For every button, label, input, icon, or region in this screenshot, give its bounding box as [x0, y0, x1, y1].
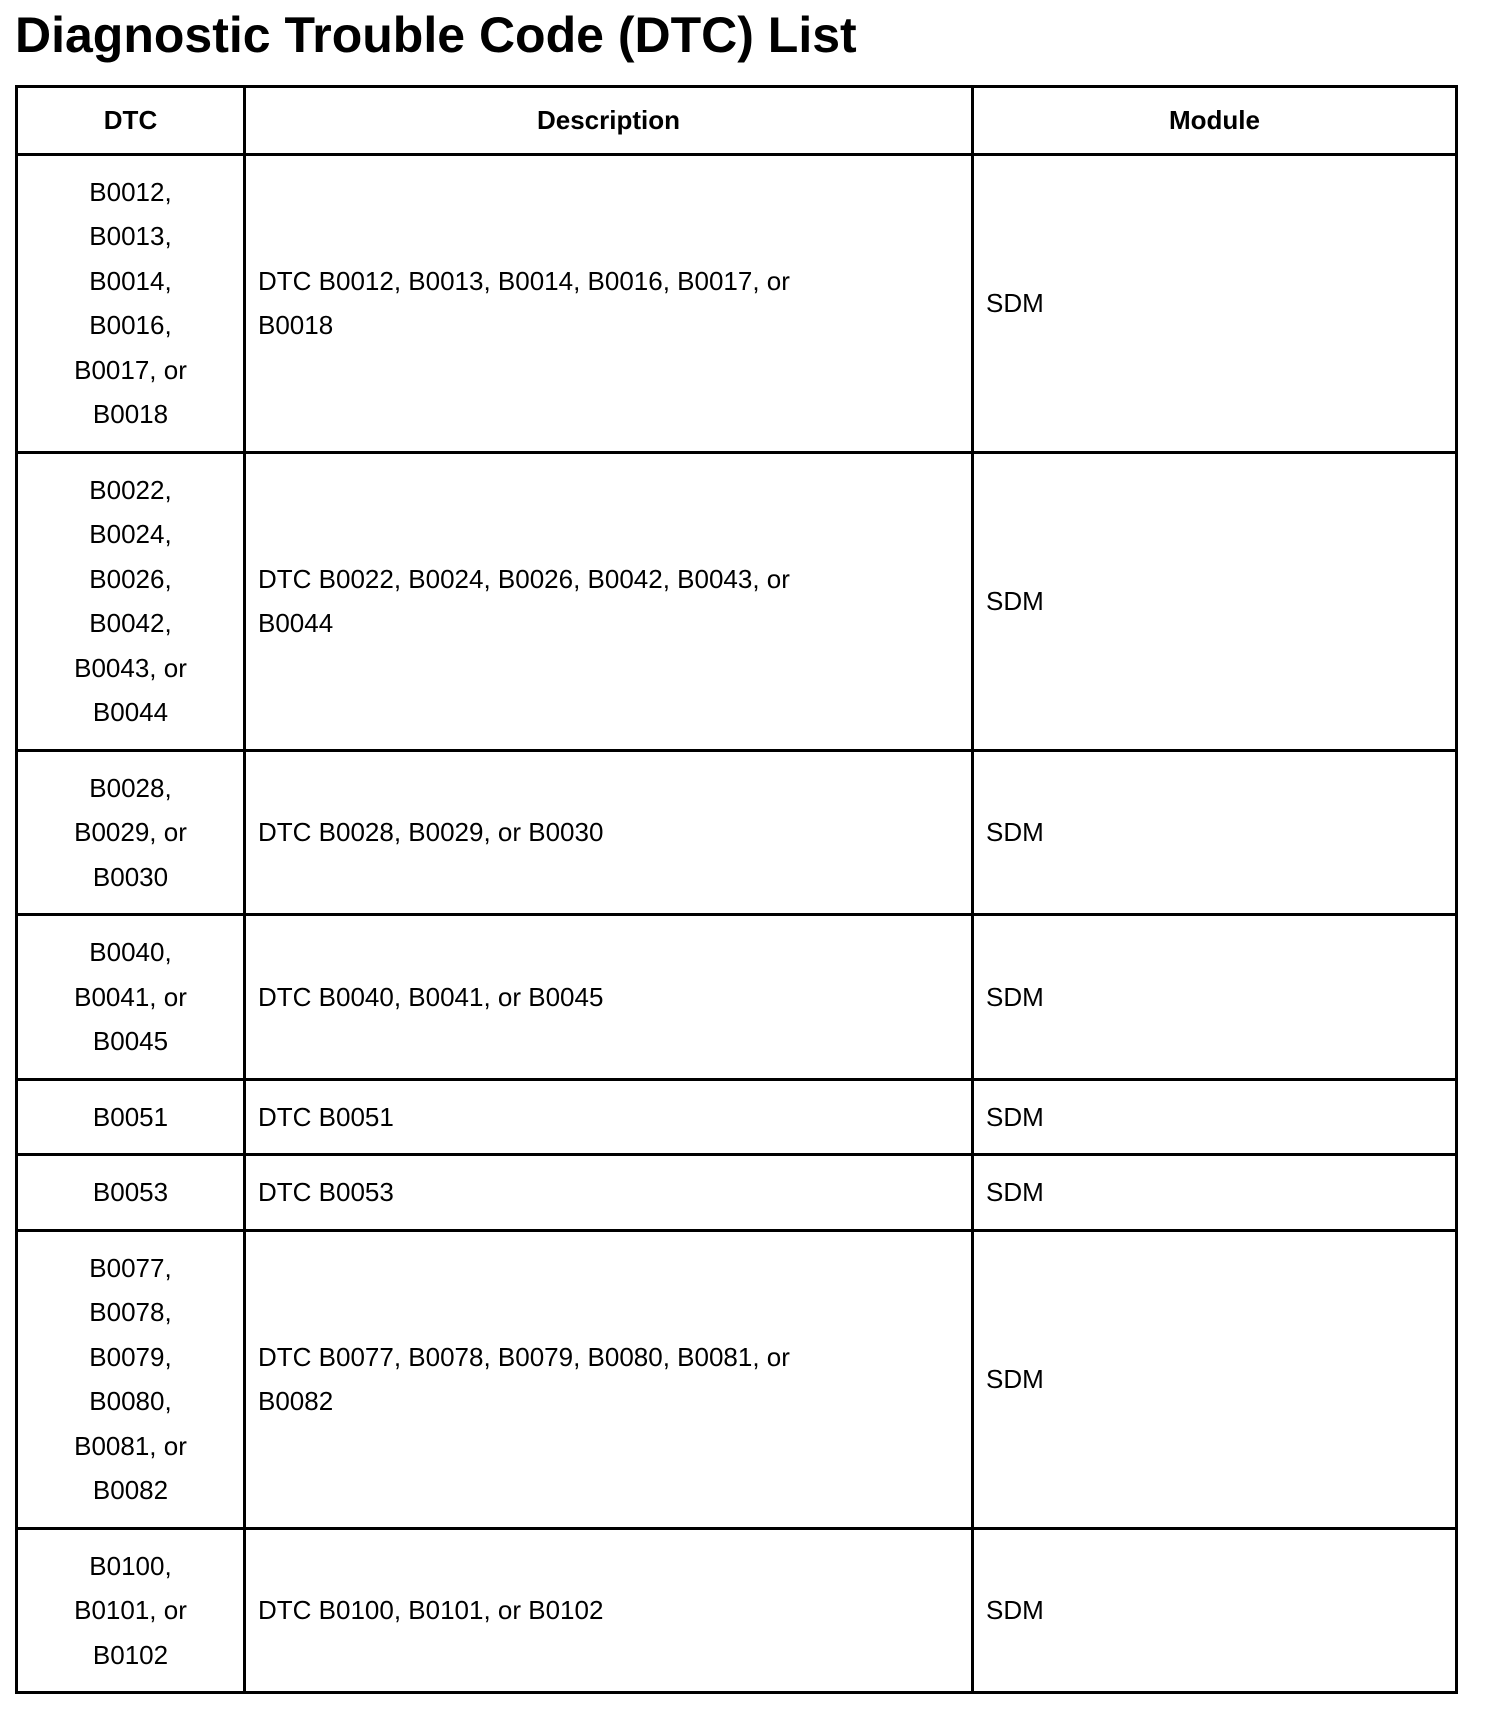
column-header-description: Description — [245, 87, 973, 155]
dtc-code-line: B0026, — [89, 563, 172, 594]
dtc-code-line: B0043, or — [74, 652, 187, 683]
description-line: B0018 — [258, 310, 334, 340]
column-header-dtc: DTC — [17, 87, 245, 155]
description-cell — [245, 1230, 973, 1528]
description-line: DTC B0040, B0041, or B0045 — [258, 981, 604, 1012]
dtc-table — [15, 85, 1458, 1694]
table-row — [17, 1528, 1457, 1693]
description-line: DTC B0077, B0078, B0079, B0080, B0081, or — [258, 1341, 790, 1372]
dtc-code-line: B0014, — [89, 265, 172, 296]
dtc-code-line: B0029, or — [74, 817, 187, 847]
table-body — [17, 154, 1457, 1693]
dtc-code-line: B0045 — [92, 1026, 169, 1056]
description-cell — [245, 915, 973, 1080]
dtc-cell — [17, 154, 245, 452]
dtc-cell — [17, 452, 245, 750]
table-row — [17, 1079, 1457, 1155]
module-cell: SDM — [973, 1155, 1457, 1231]
description-line: B0044 — [258, 608, 334, 638]
description-line: DTC B0012, B0013, B0014, B0016, B0017, or — [258, 265, 790, 296]
description-line: DTC B0028, B0029, or B0030 — [258, 817, 604, 847]
dtc-cell — [17, 750, 245, 915]
dtc-code-line: B0030 — [92, 861, 169, 892]
dtc-code-line: B0017, or — [74, 354, 187, 385]
dtc-code-line: B0053 — [92, 1177, 169, 1207]
table-row — [17, 750, 1457, 915]
dtc-code-line: B0079, — [89, 1341, 172, 1372]
module-cell: SDM — [973, 452, 1457, 750]
dtc-code-line: B0044 — [92, 697, 169, 727]
description-cell — [245, 452, 973, 750]
table-row — [17, 154, 1457, 452]
description-line: DTC B0051 — [258, 1101, 394, 1132]
dtc-code-line: B0012, — [89, 176, 172, 207]
dtc-code-line: B0013, — [89, 221, 172, 251]
dtc-code-line: B0041, or — [74, 981, 187, 1012]
description-line: B0082 — [258, 1386, 334, 1416]
dtc-cell — [17, 1528, 245, 1693]
dtc-cell — [17, 915, 245, 1080]
module-cell: SDM — [973, 154, 1457, 452]
module-cell: SDM — [973, 750, 1457, 915]
column-header-module: Module — [973, 87, 1457, 155]
description-cell — [245, 1528, 973, 1693]
dtc-code-line: B0102 — [92, 1639, 169, 1670]
dtc-code-line: B0042, — [89, 608, 172, 638]
dtc-code-line: B0024, — [89, 519, 172, 549]
dtc-code-line: B0080, — [89, 1386, 172, 1416]
table-row — [17, 915, 1457, 1080]
description-cell — [245, 1155, 973, 1231]
module-cell: SDM — [973, 1528, 1457, 1693]
table-row — [17, 452, 1457, 750]
dtc-code-line: B0018 — [92, 399, 169, 429]
table-row — [17, 1230, 1457, 1528]
dtc-code-line: B0101, or — [74, 1595, 187, 1625]
dtc-code-line: B0078, — [89, 1297, 172, 1327]
dtc-code-line: B0081, or — [74, 1430, 187, 1461]
dtc-cell — [17, 1155, 245, 1231]
table-header-row — [17, 87, 1457, 155]
description-line: DTC B0053 — [258, 1177, 394, 1207]
description-cell — [245, 750, 973, 915]
description-line: DTC B0100, B0101, or B0102 — [258, 1595, 604, 1625]
dtc-code-line: B0082 — [92, 1475, 169, 1505]
description-line: DTC B0022, B0024, B0026, B0042, B0043, or — [258, 563, 790, 594]
module-cell: SDM — [973, 915, 1457, 1080]
description-cell — [245, 1079, 973, 1155]
dtc-cell — [17, 1079, 245, 1155]
description-cell — [245, 154, 973, 452]
module-cell: SDM — [973, 1230, 1457, 1528]
module-cell: SDM — [973, 1079, 1457, 1155]
dtc-code-line: B0028, — [89, 772, 172, 803]
dtc-code-line: B0051 — [92, 1101, 169, 1132]
dtc-code-line: B0016, — [89, 310, 172, 340]
dtc-cell — [17, 1230, 245, 1528]
dtc-code-line: B0100, — [89, 1550, 172, 1581]
page-title: Diagnostic Trouble Code (DTC) List — [15, 7, 857, 63]
dtc-code-line: B0040, — [89, 937, 172, 967]
table-row — [17, 1155, 1457, 1231]
dtc-code-line: B0077, — [89, 1252, 172, 1283]
dtc-code-line: B0022, — [89, 474, 172, 505]
